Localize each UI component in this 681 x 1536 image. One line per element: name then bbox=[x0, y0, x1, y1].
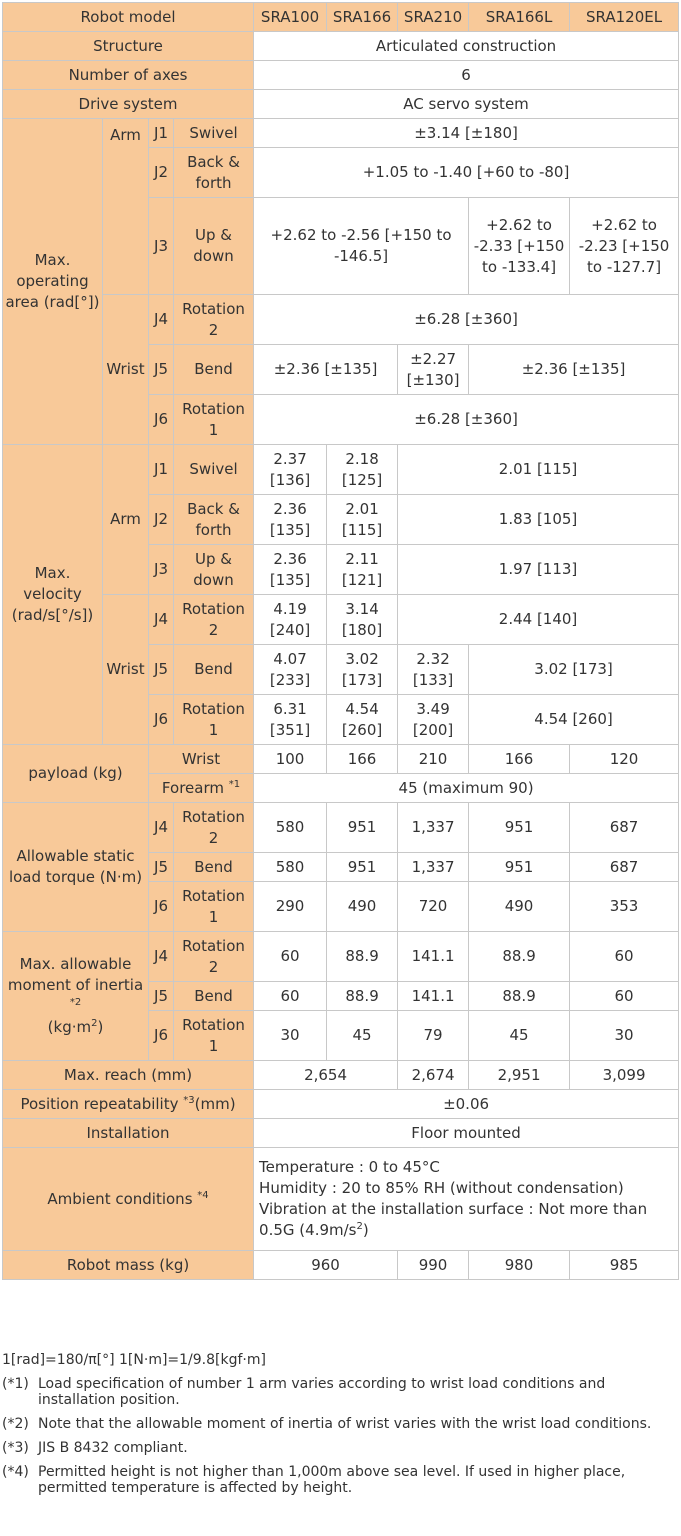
repeatability-value: ±0.06 bbox=[254, 1090, 679, 1119]
torque-j5-sra120el: 687 bbox=[570, 853, 679, 882]
torque-j4-sra210: 1,337 bbox=[398, 803, 469, 853]
row-operating-j4 bbox=[3, 295, 679, 345]
velocity-j2-rest: 1.83 [105] bbox=[398, 495, 679, 545]
operating-area-label: Max. operating area (rad[°]) bbox=[3, 119, 103, 445]
velocity-j4-rest: 2.44 [140] bbox=[398, 595, 679, 645]
footnote-3 bbox=[2, 1440, 681, 1456]
operating-arm-label: Arm bbox=[103, 119, 149, 295]
inertia-j5-sra100: 60 bbox=[254, 982, 327, 1011]
joint-j6: J6 bbox=[149, 882, 174, 932]
repeatability-label-text: Position repeatability bbox=[20, 1094, 184, 1113]
ambient-temperature: Temperature : 0 to 45°C bbox=[259, 1158, 440, 1176]
row-velocity-j1 bbox=[3, 445, 679, 495]
row-reach bbox=[3, 1061, 679, 1090]
joint-j4: J4 bbox=[149, 595, 174, 645]
inertia-j6-sra120el: 30 bbox=[570, 1011, 679, 1061]
motion-rotation1: Rotation 1 bbox=[174, 1011, 254, 1061]
payload-forearm-value: 45 (maximum 90) bbox=[254, 774, 679, 803]
velocity-arm-label: Arm bbox=[103, 445, 149, 595]
torque-j6-sra166: 490 bbox=[327, 882, 398, 932]
reach-sra120el: 3,099 bbox=[570, 1061, 679, 1090]
specifications-table bbox=[2, 2, 679, 1280]
velocity-j2-sra166: 2.01 [115] bbox=[327, 495, 398, 545]
model-sra100: SRA100 bbox=[254, 3, 327, 32]
joint-j5: J5 bbox=[149, 853, 174, 882]
note-ref-2: *2 bbox=[69, 997, 82, 1008]
row-payload-wrist bbox=[3, 745, 679, 774]
inertia-j5-sra120el: 60 bbox=[570, 982, 679, 1011]
joint-j1: J1 bbox=[149, 119, 174, 148]
torque-label: Allowable static load torque (N·m) bbox=[3, 803, 149, 932]
row-mass bbox=[3, 1251, 679, 1280]
inertia-j6-sra166: 45 bbox=[327, 1011, 398, 1061]
inertia-label bbox=[3, 932, 149, 1061]
joint-j6: J6 bbox=[149, 695, 174, 745]
velocity-j6-rest: 4.54 [260] bbox=[469, 695, 679, 745]
operating-j3-value-a: +2.62 to -2.56 [+150 to -146.5] bbox=[254, 198, 469, 295]
note-ref-1: *1 bbox=[228, 778, 241, 790]
motion-bend: Bend bbox=[174, 345, 254, 395]
torque-j5-sra166l: 951 bbox=[469, 853, 570, 882]
operating-j5-value-a: ±2.36 [±135] bbox=[254, 345, 398, 395]
inertia-j4-sra166l: 88.9 bbox=[469, 932, 570, 982]
reach-label: Max. reach (mm) bbox=[3, 1061, 254, 1090]
motion-up-down: Up & down bbox=[174, 198, 254, 295]
joint-j5: J5 bbox=[149, 345, 174, 395]
velocity-j5-sra210: 2.32 [133] bbox=[398, 645, 469, 695]
joint-j2: J2 bbox=[149, 148, 174, 198]
motion-rotation2: Rotation 2 bbox=[174, 595, 254, 645]
model-sra210: SRA210 bbox=[398, 3, 469, 32]
motion-swivel: Swivel bbox=[174, 119, 254, 148]
ambient-vibration-close: ) bbox=[362, 1221, 369, 1239]
velocity-j5-sra100: 4.07 [233] bbox=[254, 645, 327, 695]
payload-wrist-sra120el: 120 bbox=[570, 745, 679, 774]
operating-j5-value-c: ±2.36 [±135] bbox=[469, 345, 679, 395]
drive-label: Drive system bbox=[3, 90, 254, 119]
velocity-j4-sra166: 3.14 [180] bbox=[327, 595, 398, 645]
footnote-1 bbox=[2, 1376, 681, 1408]
motion-up-down: Up & down bbox=[174, 545, 254, 595]
footnote-text: Load specification of number 1 arm varies according to wrist load conditions and installation position. bbox=[38, 1376, 606, 1408]
operating-j1-value: ±3.14 [±180] bbox=[254, 119, 679, 148]
ambient-vibration-text: Vibration at the installation surface : Not more than 0.5G (4.9m/s bbox=[259, 1200, 648, 1239]
spec-table-container bbox=[2, 2, 678, 1280]
inertia-j5-sra166l: 88.9 bbox=[469, 982, 570, 1011]
torque-j4-sra166l: 951 bbox=[469, 803, 570, 853]
motion-swivel: Swivel bbox=[174, 445, 254, 495]
torque-j6-sra100: 290 bbox=[254, 882, 327, 932]
torque-j5-sra166: 951 bbox=[327, 853, 398, 882]
model-sra166l: SRA166L bbox=[469, 3, 570, 32]
torque-j4-sra100: 580 bbox=[254, 803, 327, 853]
joint-j4: J4 bbox=[149, 932, 174, 982]
velocity-wrist-label: Wrist bbox=[103, 595, 149, 745]
velocity-j6-sra100: 6.31 [351] bbox=[254, 695, 327, 745]
footnote-text: JIS B 8432 compliant. bbox=[38, 1440, 188, 1456]
mass-sra100-sra166: 960 bbox=[254, 1251, 398, 1280]
footnote-marker: (*4) bbox=[2, 1464, 29, 1480]
operating-j3-value-b: +2.62 to -2.33 [+150 to -133.4] bbox=[469, 198, 570, 295]
structure-value: Articulated construction bbox=[254, 32, 679, 61]
velocity-j2-sra100: 2.36 [135] bbox=[254, 495, 327, 545]
operating-j2-value: +1.05 to -1.40 [+60 to -80] bbox=[254, 148, 679, 198]
motion-rotation1: Rotation 1 bbox=[174, 395, 254, 445]
unit-conversion-formula: 1[rad]=180/π[°] 1[N·m]=1/9.8[kgf·m] bbox=[2, 1352, 266, 1368]
installation-value: Floor mounted bbox=[254, 1119, 679, 1148]
torque-j5-sra210: 1,337 bbox=[398, 853, 469, 882]
motion-rotation2: Rotation 2 bbox=[174, 803, 254, 853]
inertia-j6-sra166l: 45 bbox=[469, 1011, 570, 1061]
footnote-text: Permitted height is not higher than 1,000m above sea level. If used in higher place, permitted temperature is affected by height. bbox=[38, 1464, 626, 1496]
velocity-j6-sra210: 3.49 [200] bbox=[398, 695, 469, 745]
motion-rotation2: Rotation 2 bbox=[174, 295, 254, 345]
joint-j1: J1 bbox=[149, 445, 174, 495]
footnote-2 bbox=[2, 1416, 681, 1432]
footnote-4 bbox=[2, 1464, 681, 1496]
row-drive bbox=[3, 90, 679, 119]
joint-j6: J6 bbox=[149, 395, 174, 445]
axes-label: Number of axes bbox=[3, 61, 254, 90]
ambient-value bbox=[254, 1148, 679, 1251]
inertia-j5-sra166: 88.9 bbox=[327, 982, 398, 1011]
joint-j3: J3 bbox=[149, 198, 174, 295]
drive-value: AC servo system bbox=[254, 90, 679, 119]
footnote-text: Note that the allowable moment of inertia of wrist varies with the wrist load conditions. bbox=[38, 1416, 652, 1432]
reach-sra166l: 2,951 bbox=[469, 1061, 570, 1090]
ambient-humidity: Humidity : 20 to 85% RH (without condensation) bbox=[259, 1179, 624, 1197]
inertia-unit: (kg·m bbox=[47, 1018, 92, 1036]
payload-wrist-sra210: 210 bbox=[398, 745, 469, 774]
motion-rotation1: Rotation 1 bbox=[174, 882, 254, 932]
torque-j6-sra166l: 490 bbox=[469, 882, 570, 932]
motion-back-forth: Back & forth bbox=[174, 148, 254, 198]
payload-wrist-sra100: 100 bbox=[254, 745, 327, 774]
torque-j6-sra120el: 353 bbox=[570, 882, 679, 932]
ambient-vibration-exponent: 2 bbox=[356, 1221, 363, 1232]
ambient-vibration bbox=[259, 1199, 674, 1241]
inertia-j6-sra100: 30 bbox=[254, 1011, 327, 1061]
footnotes bbox=[2, 1352, 681, 1504]
velocity-label: Max. velocity (rad/s[°/s]) bbox=[3, 445, 103, 745]
velocity-j1-sra100: 2.37 [136] bbox=[254, 445, 327, 495]
inertia-j4-sra120el: 60 bbox=[570, 932, 679, 982]
joint-j4: J4 bbox=[149, 803, 174, 853]
footnote-marker: (*2) bbox=[2, 1416, 29, 1432]
joint-j2: J2 bbox=[149, 495, 174, 545]
structure-label: Structure bbox=[3, 32, 254, 61]
operating-j3-value-c: +2.62 to -2.23 [+150 to -127.7] bbox=[570, 198, 679, 295]
inertia-unit-close: ) bbox=[97, 1018, 104, 1036]
velocity-j3-rest: 1.97 [113] bbox=[398, 545, 679, 595]
row-velocity-j4 bbox=[3, 595, 679, 645]
motion-rotation2: Rotation 2 bbox=[174, 932, 254, 982]
note-ref-4: *4 bbox=[197, 1189, 209, 1201]
model-sra120el: SRA120EL bbox=[570, 3, 679, 32]
velocity-j1-rest: 2.01 [115] bbox=[398, 445, 679, 495]
velocity-j6-sra166: 4.54 [260] bbox=[327, 695, 398, 745]
row-operating-j1 bbox=[3, 119, 679, 148]
mass-sra120el: 985 bbox=[570, 1251, 679, 1280]
installation-label: Installation bbox=[3, 1119, 254, 1148]
row-inertia-j4 bbox=[3, 932, 679, 982]
joint-j5: J5 bbox=[149, 645, 174, 695]
payload-wrist-sra166l: 166 bbox=[469, 745, 570, 774]
row-structure bbox=[3, 32, 679, 61]
velocity-j3-sra100: 2.36 [135] bbox=[254, 545, 327, 595]
payload-forearm-label bbox=[149, 774, 254, 803]
torque-j5-sra100: 580 bbox=[254, 853, 327, 882]
ambient-label bbox=[3, 1148, 254, 1251]
footnote-marker: (*1) bbox=[2, 1376, 29, 1392]
motion-bend: Bend bbox=[174, 853, 254, 882]
payload-wrist-sra166: 166 bbox=[327, 745, 398, 774]
inertia-j6-sra210: 79 bbox=[398, 1011, 469, 1061]
mass-sra210: 990 bbox=[398, 1251, 469, 1280]
velocity-j1-sra166: 2.18 [125] bbox=[327, 445, 398, 495]
axes-value: 6 bbox=[254, 61, 679, 90]
operating-j5-value-b: ±2.27 [±130] bbox=[398, 345, 469, 395]
inertia-j4-sra100: 60 bbox=[254, 932, 327, 982]
joint-j3: J3 bbox=[149, 545, 174, 595]
footnote-marker: (*3) bbox=[2, 1440, 29, 1456]
reach-sra210: 2,674 bbox=[398, 1061, 469, 1090]
row-robot-model bbox=[3, 3, 679, 32]
payload-wrist-label: Wrist bbox=[149, 745, 254, 774]
note-ref-3: *3 bbox=[183, 1094, 195, 1106]
row-axes bbox=[3, 61, 679, 90]
repeatability-label bbox=[3, 1090, 254, 1119]
operating-j6-value: ±6.28 [±360] bbox=[254, 395, 679, 445]
velocity-j3-sra166: 2.11 [121] bbox=[327, 545, 398, 595]
inertia-label-text: Max. allowable moment of inertia bbox=[7, 955, 144, 994]
torque-j4-sra120el: 687 bbox=[570, 803, 679, 853]
mass-sra166l: 980 bbox=[469, 1251, 570, 1280]
joint-j6: J6 bbox=[149, 1011, 174, 1061]
reach-sra100-sra166: 2,654 bbox=[254, 1061, 398, 1090]
torque-j4-sra166: 951 bbox=[327, 803, 398, 853]
row-ambient bbox=[3, 1148, 679, 1251]
joint-j5: J5 bbox=[149, 982, 174, 1011]
velocity-j5-rest: 3.02 [173] bbox=[469, 645, 679, 695]
repeatability-unit: (mm) bbox=[194, 1094, 236, 1113]
motion-bend: Bend bbox=[174, 982, 254, 1011]
operating-wrist-label: Wrist bbox=[103, 295, 149, 445]
operating-j4-value: ±6.28 [±360] bbox=[254, 295, 679, 345]
motion-bend: Bend bbox=[174, 645, 254, 695]
payload-label: payload (kg) bbox=[3, 745, 149, 803]
model-sra166: SRA166 bbox=[327, 3, 398, 32]
inertia-j5-sra210: 141.1 bbox=[398, 982, 469, 1011]
inertia-j4-sra166: 88.9 bbox=[327, 932, 398, 982]
mass-label: Robot mass (kg) bbox=[3, 1251, 254, 1280]
row-repeatability bbox=[3, 1090, 679, 1119]
inertia-unit-exponent: 2 bbox=[91, 1018, 98, 1029]
ambient-label-text: Ambient conditions bbox=[47, 1189, 198, 1208]
robot-model-label: Robot model bbox=[3, 3, 254, 32]
row-torque-j4 bbox=[3, 803, 679, 853]
inertia-j4-sra210: 141.1 bbox=[398, 932, 469, 982]
velocity-j5-sra166: 3.02 [173] bbox=[327, 645, 398, 695]
forearm-label-text: Forearm bbox=[161, 778, 229, 797]
joint-j4: J4 bbox=[149, 295, 174, 345]
torque-j6-sra210: 720 bbox=[398, 882, 469, 932]
motion-back-forth: Back & forth bbox=[174, 495, 254, 545]
row-installation bbox=[3, 1119, 679, 1148]
velocity-j4-sra100: 4.19 [240] bbox=[254, 595, 327, 645]
motion-rotation1: Rotation 1 bbox=[174, 695, 254, 745]
